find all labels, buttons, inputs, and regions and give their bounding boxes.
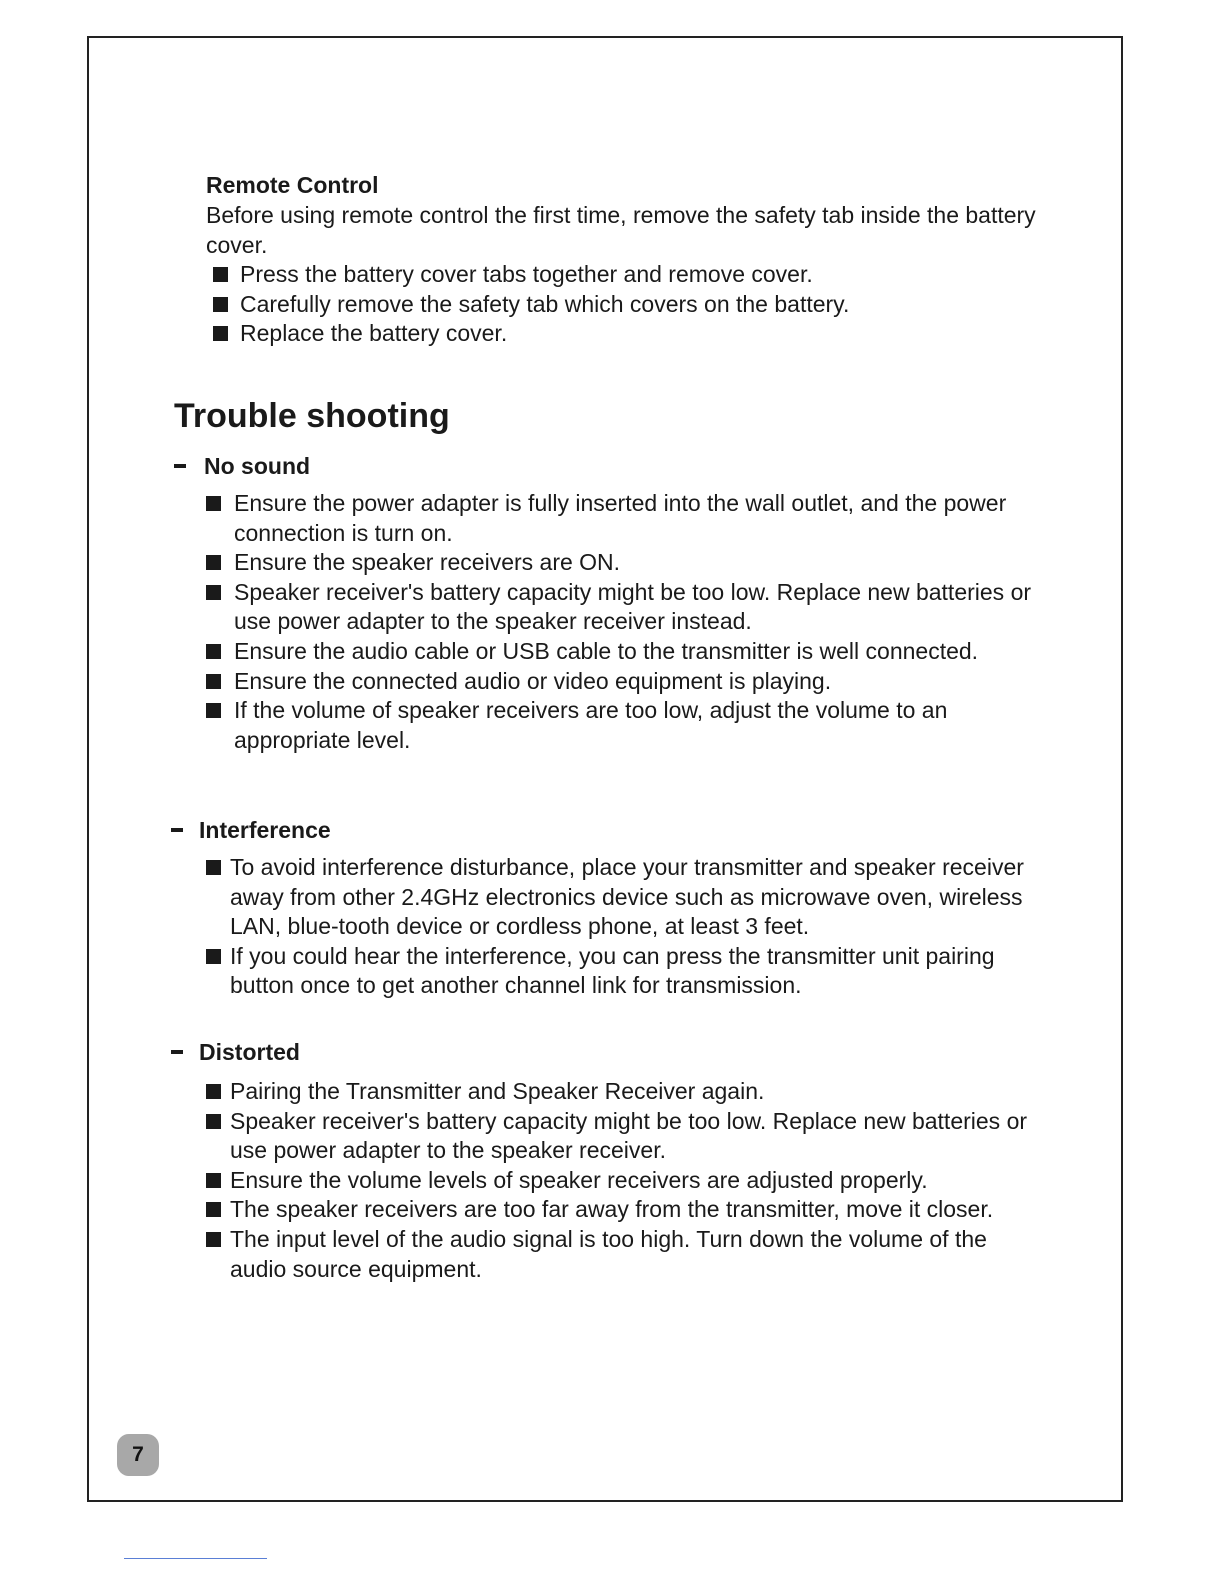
list-item: Ensure the power adapter is fully inserted into the wall outlet, and the power connection is turn on.: [174, 489, 1044, 548]
list-item: Ensure the connected audio or video equipment is playing.: [174, 667, 1044, 697]
list-item: If the volume of speaker receivers are too low, adjust the volume to an appropriate level.: [174, 696, 1044, 755]
list-item: Ensure the speaker receivers are ON.: [174, 548, 1044, 578]
link-underline: [124, 1558, 267, 1559]
bullet-square-icon: [213, 267, 228, 282]
troubleshooting-heading-wrap: [174, 396, 450, 436]
bullet-square-icon: [206, 860, 221, 875]
bullet-square-icon: [213, 326, 228, 341]
section-heading: Interference: [170, 815, 1040, 845]
list-item: Ensure the audio cable or USB cable to the transmitter is well connected.: [174, 637, 1044, 667]
remote-control-section: [206, 170, 1046, 349]
bullet-square-icon: [206, 1084, 221, 1099]
remote-control-steps: [206, 260, 1046, 349]
bullet-square-icon: [206, 1202, 221, 1217]
list-item: If you could hear the interference, you can press the transmitter unit pairing button once to get another channel link for transmission.: [170, 942, 1040, 1001]
bullet-square-icon: [213, 297, 228, 312]
page-number: 7: [132, 1443, 144, 1466]
page-number-badge: [117, 1434, 159, 1476]
list-item: Speaker receiver's battery capacity might be too low. Replace new batteries or use power adapter to the speaker receiver.: [170, 1107, 1040, 1166]
page-title: Trouble shooting: [174, 397, 450, 435]
dash-icon: [171, 1050, 183, 1054]
bullet-square-icon: [206, 1173, 221, 1188]
section-heading: No sound: [174, 451, 1044, 481]
remote-control-title: Remote Control: [206, 172, 379, 198]
section-distorted: [170, 1037, 1040, 1284]
bullet-square-icon: [206, 1114, 221, 1129]
list-item: Ensure the volume levels of speaker receivers are adjusted properly.: [170, 1166, 1040, 1196]
dash-icon: [174, 464, 186, 468]
bullet-square-icon: [206, 1232, 221, 1247]
bullet-square-icon: [206, 949, 221, 964]
list-item: Pairing the Transmitter and Speaker Receiver again.: [170, 1077, 1040, 1107]
distorted-list: [170, 1077, 1040, 1284]
bullet-square-icon: [206, 585, 221, 600]
section-interference: [170, 815, 1040, 1001]
list-item: Speaker receiver's battery capacity might be too low. Replace new batteries or use power adapter to the speaker receiver instead.: [174, 578, 1044, 637]
bullet-square-icon: [206, 674, 221, 689]
dash-icon: [171, 828, 183, 832]
bullet-square-icon: [206, 644, 221, 659]
bullet-square-icon: [206, 555, 221, 570]
list-item: Replace the battery cover.: [206, 319, 1046, 349]
list-item: Carefully remove the safety tab which covers on the battery.: [206, 290, 1046, 320]
remote-control-intro: Before using remote control the first time, remove the safety tab inside the battery cover.: [206, 202, 1036, 258]
list-item: The speaker receivers are too far away from the transmitter, move it closer.: [170, 1195, 1040, 1225]
section-no-sound: [174, 451, 1044, 755]
interference-list: [170, 853, 1040, 1001]
list-item: Press the battery cover tabs together and remove cover.: [206, 260, 1046, 290]
list-item: The input level of the audio signal is too high. Turn down the volume of the audio source equipment.: [170, 1225, 1040, 1284]
no-sound-list: [174, 489, 1044, 755]
bullet-square-icon: [206, 496, 221, 511]
section-heading: Distorted: [170, 1037, 1040, 1067]
list-item: To avoid interference disturbance, place your transmitter and speaker receiver away from other 2.4GHz electronics device such as microwave oven, wireless LAN, blue-tooth device or cordless phone, at least 3 feet.: [170, 853, 1040, 942]
bullet-square-icon: [206, 703, 221, 718]
